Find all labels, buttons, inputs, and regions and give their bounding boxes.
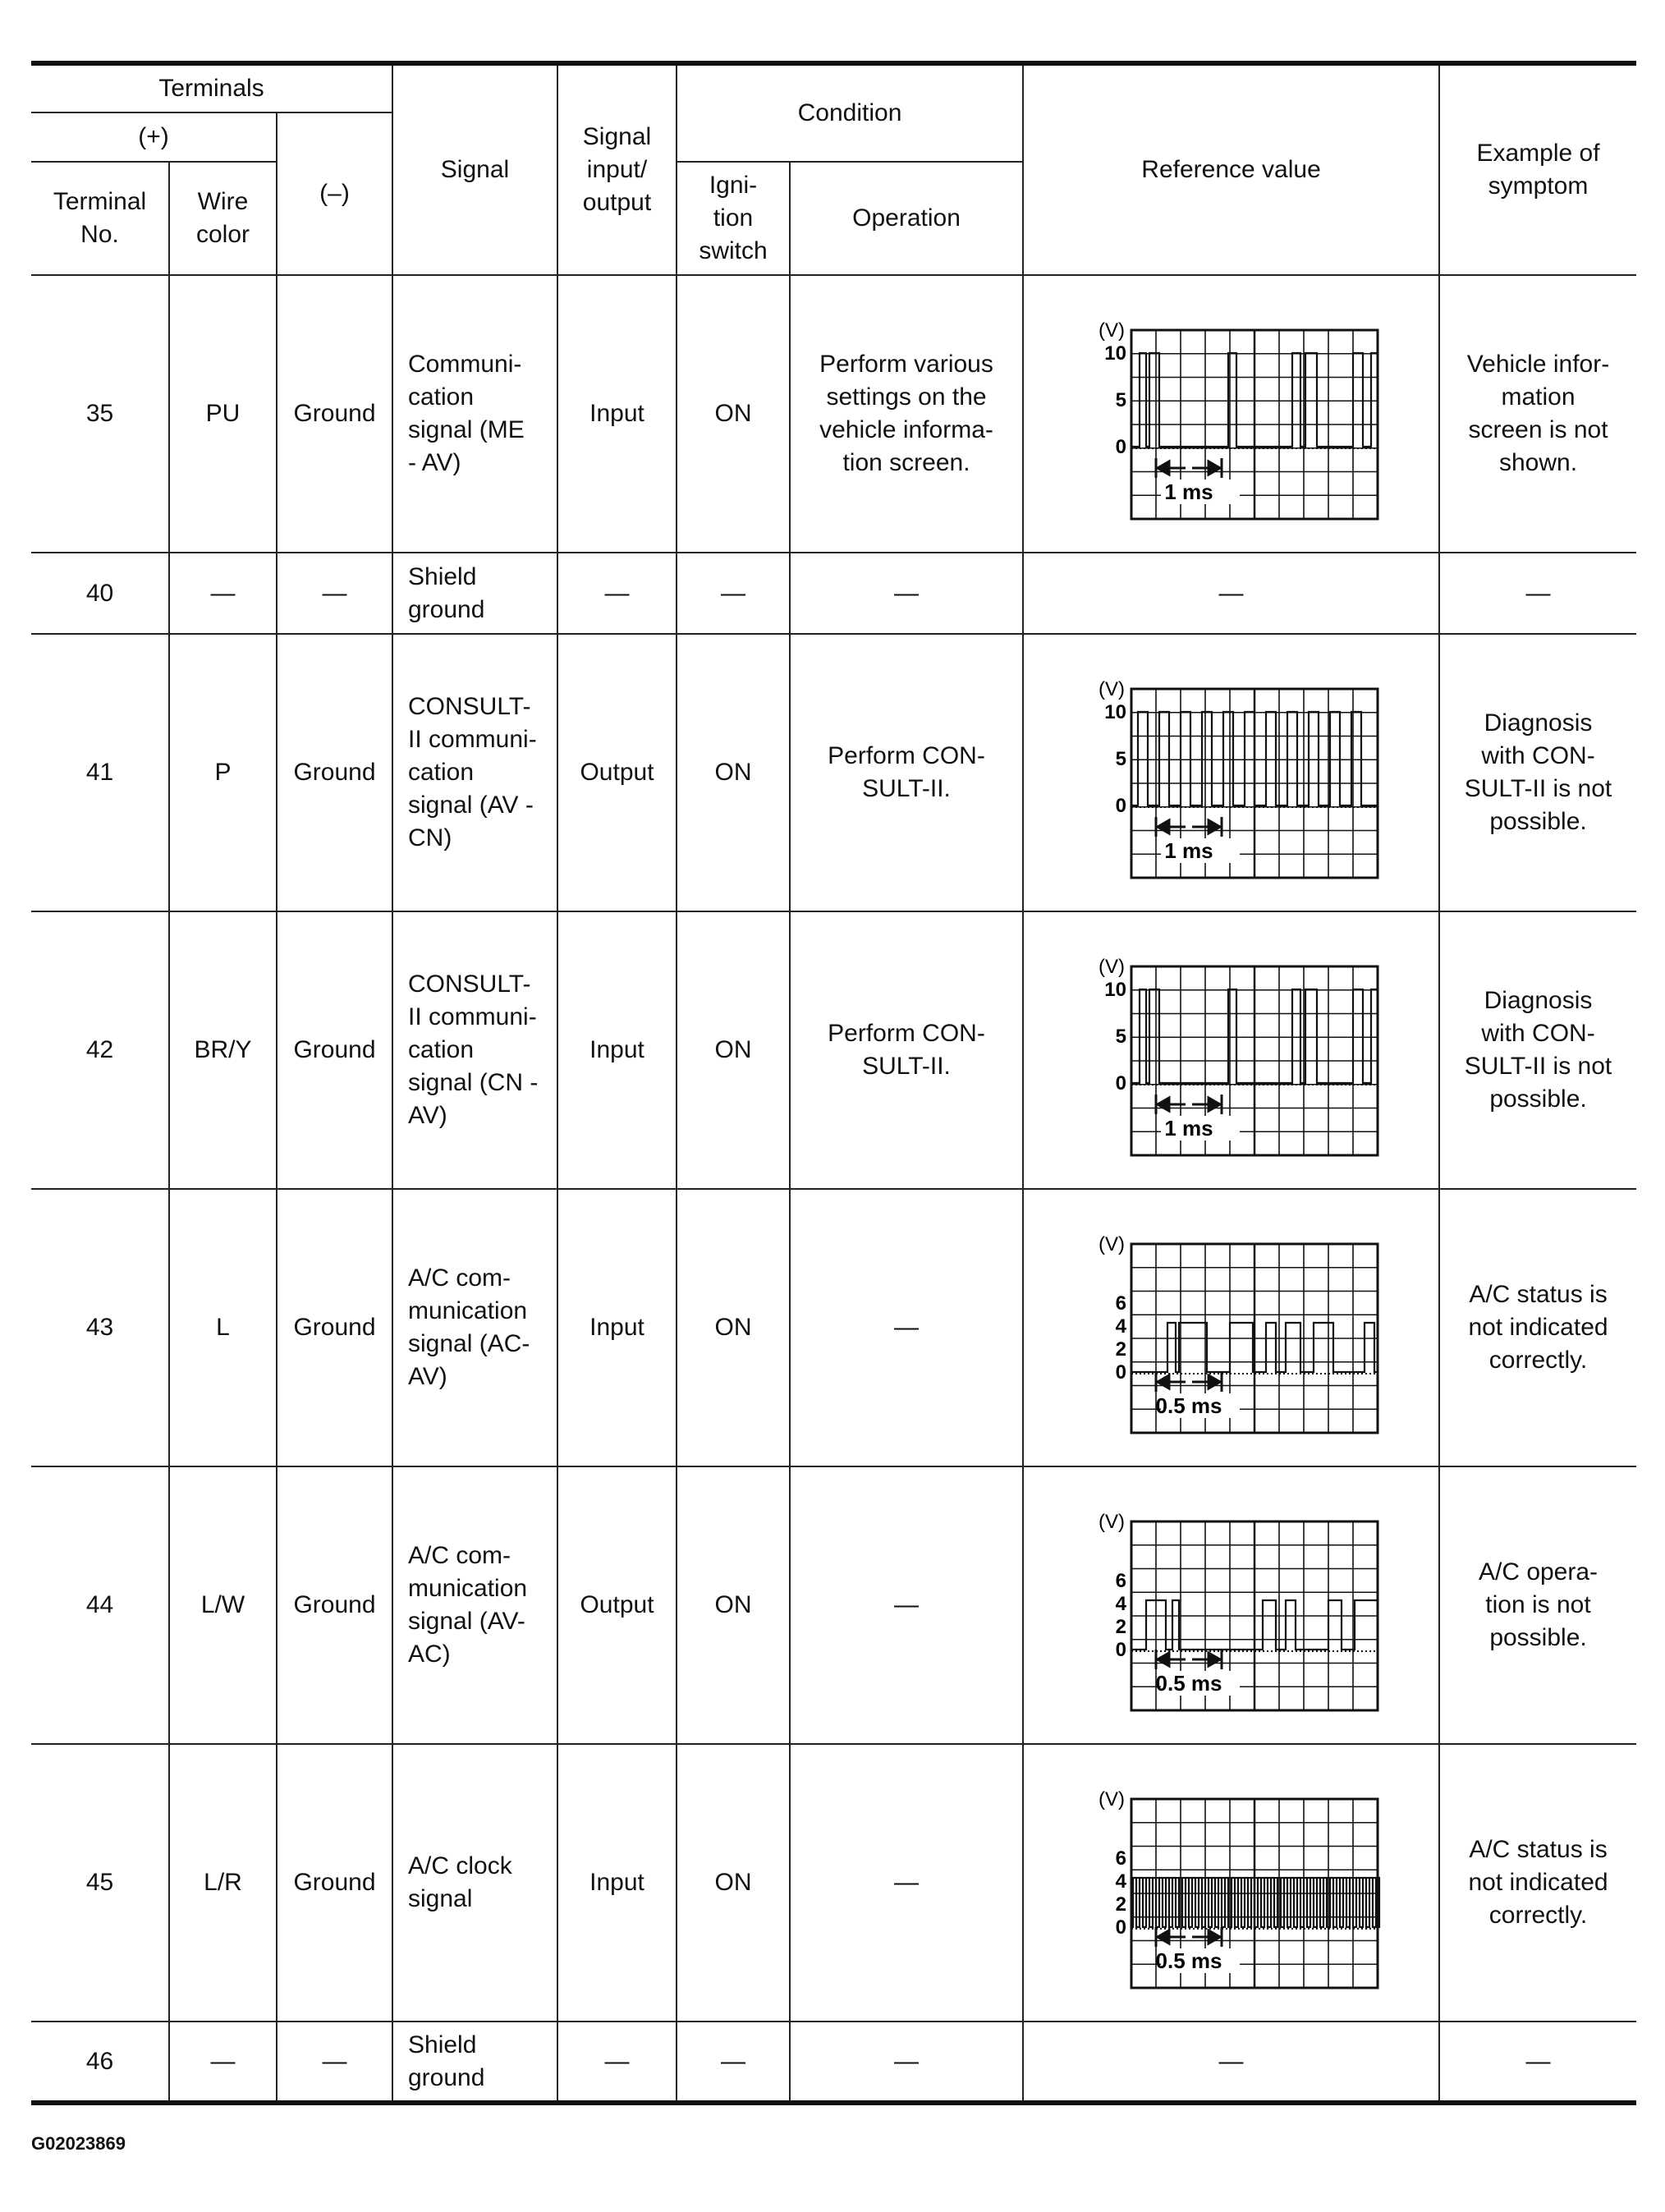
- symptom-cell: Vehicle infor- mation screen is not shown.: [1439, 275, 1636, 553]
- terminal-number-cell: 43: [31, 1189, 169, 1466]
- scope-tick-label: 6: [1115, 1292, 1126, 1315]
- operation-cell: —: [790, 553, 1023, 634]
- scope-unit-label: (V): [1098, 956, 1125, 978]
- scope-tick-label: 0: [1115, 1916, 1126, 1939]
- operation-cell: —: [790, 1466, 1023, 1744]
- scope-unit-label: (V): [1098, 1233, 1125, 1255]
- wire-color-cell: BR/Y: [169, 911, 277, 1189]
- scope-tick-label: 4: [1115, 1315, 1126, 1338]
- reference-value-cell: [1023, 911, 1439, 1189]
- minus-terminal-cell: Ground: [277, 1744, 392, 2022]
- scope-tick-label: 4: [1115, 1593, 1126, 1615]
- scope-tick-label: 0: [1115, 795, 1126, 817]
- scope-tick-label: 6: [1115, 1847, 1126, 1870]
- signal-io-cell: Input: [557, 1189, 677, 1466]
- scope-tick-label: 10: [1103, 701, 1126, 723]
- reference-value-cell: —: [1023, 2022, 1439, 2103]
- signal-cell: A/C clock signal: [392, 1744, 557, 2022]
- ignition-switch-cell: ON: [677, 911, 790, 1189]
- terminal-number-cell: 41: [31, 634, 169, 911]
- signal-cell: Shield ground: [392, 2022, 557, 2103]
- ignition-switch-cell: ON: [677, 275, 790, 553]
- scope-tick-label: 6: [1115, 1570, 1126, 1592]
- scope-unit-label: (V): [1098, 1788, 1125, 1810]
- terminal-reference-table: [31, 61, 1636, 2105]
- signal-cell: CONSULT- II communi- cation signal (AV - CN): [392, 634, 557, 911]
- time-scale-label: 0.5 ms: [1155, 1393, 1222, 1418]
- minus-terminal-cell: Ground: [277, 275, 392, 553]
- wire-color-cell: L/W: [169, 1466, 277, 1744]
- ignition-switch-cell: —: [677, 553, 790, 634]
- scope-unit-label: (V): [1098, 678, 1125, 700]
- operation-cell: Perform CON- SULT-II.: [790, 634, 1023, 911]
- ignition-switch-cell: ON: [677, 1466, 790, 1744]
- scope-tick-label: 5: [1115, 1026, 1126, 1048]
- symptom-cell: A/C status is not indicated correctly.: [1439, 1189, 1636, 1466]
- table-row: [31, 275, 1636, 553]
- signal-io-cell: —: [557, 553, 677, 634]
- signal-io-cell: Input: [557, 911, 677, 1189]
- symptom-cell: A/C status is not indicated correctly.: [1439, 1744, 1636, 2022]
- symptom-cell: Diagnosis with CON- SULT-II is not possible.: [1439, 911, 1636, 1189]
- table-row: [31, 634, 1636, 911]
- wire-color-cell: L: [169, 1189, 277, 1466]
- table-row: [31, 553, 1636, 634]
- oscilloscope-waveform: [1067, 943, 1396, 1157]
- document-id: G02023869: [31, 2133, 126, 2154]
- scope-tick-label: 0: [1115, 436, 1126, 458]
- terminal-number-cell: 40: [31, 553, 169, 634]
- minus-terminal-cell: Ground: [277, 634, 392, 911]
- table-body: [31, 275, 1636, 2103]
- reference-value-cell: [1023, 634, 1439, 911]
- time-scale-label: 1 ms: [1163, 480, 1213, 504]
- symptom-cell: Diagnosis with CON- SULT-II is not possible.: [1439, 634, 1636, 911]
- header-signal-io: Signal input/ output: [557, 63, 677, 275]
- signal-cell: Shield ground: [392, 553, 557, 634]
- table-row: [31, 1744, 1636, 2022]
- time-scale-label: 0.5 ms: [1155, 1671, 1222, 1696]
- signal-io-cell: Input: [557, 1744, 677, 2022]
- signal-cell: A/C com- munication signal (AC- AV): [392, 1189, 557, 1466]
- minus-terminal-cell: Ground: [277, 1466, 392, 1744]
- header-example-symptom: Example of symptom: [1439, 63, 1636, 275]
- symptom-cell: —: [1439, 553, 1636, 634]
- signal-cell: CONSULT- II communi- cation signal (CN - AV): [392, 911, 557, 1189]
- reference-value-cell: [1023, 275, 1439, 553]
- scope-tick-label: 2: [1115, 1893, 1126, 1916]
- scope-tick-label: 0: [1115, 1639, 1126, 1661]
- wire-color-cell: PU: [169, 275, 277, 553]
- oscilloscope-waveform: [1067, 1498, 1396, 1712]
- reference-value-cell: [1023, 1189, 1439, 1466]
- scope-unit-label: (V): [1098, 1511, 1125, 1533]
- time-scale-label: 1 ms: [1163, 1116, 1213, 1140]
- symptom-cell: —: [1439, 2022, 1636, 2103]
- reference-value-cell: —: [1023, 553, 1439, 634]
- signal-io-cell: —: [557, 2022, 677, 2103]
- terminal-number-cell: 42: [31, 911, 169, 1189]
- ignition-switch-cell: —: [677, 2022, 790, 2103]
- scope-waveform-trace: [1131, 712, 1378, 805]
- oscilloscope-waveform: [1067, 1221, 1396, 1434]
- operation-cell: —: [790, 2022, 1023, 2103]
- wire-color-cell: P: [169, 634, 277, 911]
- time-scale-label: 1 ms: [1163, 838, 1213, 863]
- signal-cell: Communi- cation signal (ME - AV): [392, 275, 557, 553]
- header-signal: Signal: [392, 63, 557, 275]
- reference-value-cell: [1023, 1744, 1439, 2022]
- oscilloscope-waveform: [1067, 666, 1396, 879]
- scope-tick-label: 10: [1103, 342, 1126, 365]
- minus-terminal-cell: Ground: [277, 1189, 392, 1466]
- header-plus: (+): [31, 112, 277, 162]
- oscilloscope-waveform: [1067, 1776, 1396, 1989]
- header-reference-value: Reference value: [1023, 63, 1439, 275]
- scope-tick-label: 10: [1103, 979, 1126, 1001]
- terminal-reference-table-sheet: [31, 61, 1636, 2105]
- minus-terminal-cell: —: [277, 553, 392, 634]
- signal-io-cell: Input: [557, 275, 677, 553]
- header-ignition-switch: Igni- tion switch: [677, 162, 790, 275]
- scope-tick-label: 0: [1115, 1361, 1126, 1384]
- symptom-cell: A/C opera- tion is not possible.: [1439, 1466, 1636, 1744]
- wire-color-cell: —: [169, 2022, 277, 2103]
- terminal-number-cell: 35: [31, 275, 169, 553]
- operation-cell: —: [790, 1189, 1023, 1466]
- table-row: [31, 2022, 1636, 2103]
- scope-tick-label: 4: [1115, 1870, 1126, 1893]
- table-row: [31, 911, 1636, 1189]
- header-operation: Operation: [790, 162, 1023, 275]
- operation-cell: —: [790, 1744, 1023, 2022]
- scope-tick-label: 0: [1115, 1072, 1126, 1095]
- time-scale-label: 0.5 ms: [1155, 1948, 1222, 1973]
- header-wire-color: Wire color: [169, 162, 277, 275]
- oscilloscope-waveform: [1067, 307, 1396, 521]
- terminal-number-cell: 45: [31, 1744, 169, 2022]
- terminal-number-cell: 44: [31, 1466, 169, 1744]
- signal-io-cell: Output: [557, 634, 677, 911]
- minus-terminal-cell: Ground: [277, 911, 392, 1189]
- ignition-switch-cell: ON: [677, 1744, 790, 2022]
- signal-cell: A/C com- munication signal (AV- AC): [392, 1466, 557, 1744]
- wire-color-cell: —: [169, 553, 277, 634]
- header-minus: (–): [277, 112, 392, 275]
- terminal-number-cell: 46: [31, 2022, 169, 2103]
- reference-value-cell: [1023, 1466, 1439, 1744]
- table-row: [31, 1466, 1636, 1744]
- scope-tick-label: 2: [1115, 1616, 1126, 1638]
- header-terminals: Terminals: [31, 63, 392, 112]
- operation-cell: Perform various settings on the vehicle informa- tion screen.: [790, 275, 1023, 553]
- ignition-switch-cell: ON: [677, 634, 790, 911]
- minus-terminal-cell: —: [277, 2022, 392, 2103]
- scope-tick-label: 2: [1115, 1338, 1126, 1361]
- scope-unit-label: (V): [1098, 319, 1125, 342]
- ignition-switch-cell: ON: [677, 1189, 790, 1466]
- header-terminal-no: Terminal No.: [31, 162, 169, 275]
- operation-cell: Perform CON- SULT-II.: [790, 911, 1023, 1189]
- scope-tick-label: 5: [1115, 389, 1126, 411]
- wire-color-cell: L/R: [169, 1744, 277, 2022]
- table-row: [31, 1189, 1636, 1466]
- scope-tick-label: 5: [1115, 748, 1126, 770]
- signal-io-cell: Output: [557, 1466, 677, 1744]
- header-condition: Condition: [677, 63, 1023, 162]
